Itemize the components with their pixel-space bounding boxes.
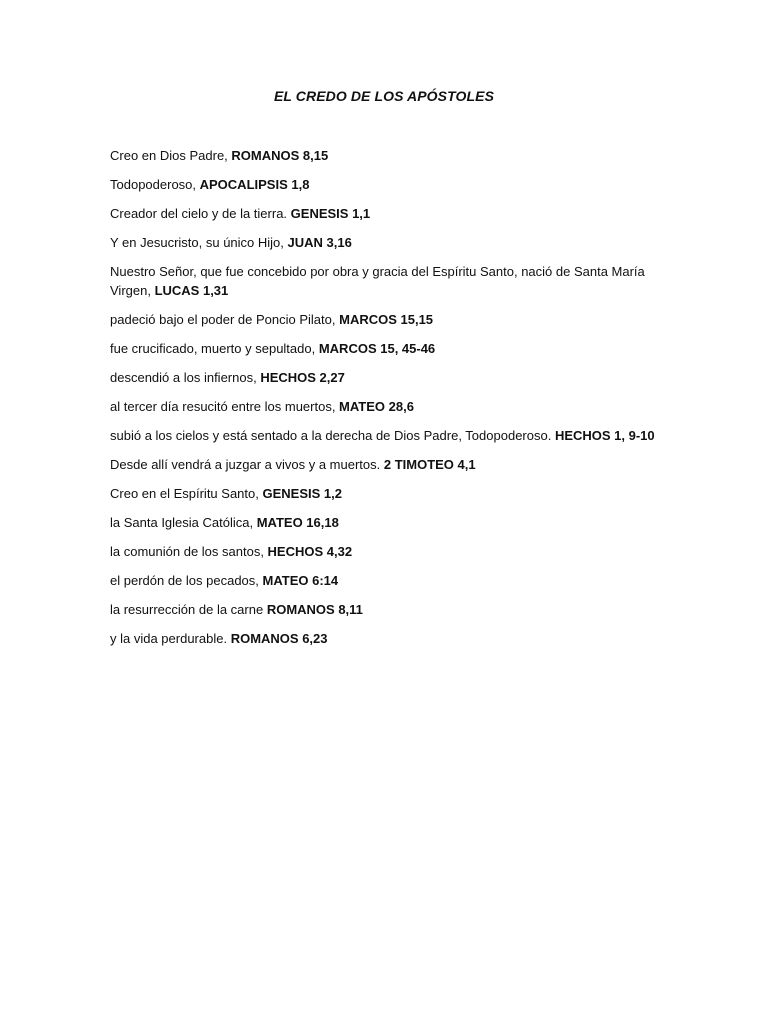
line-text: el perdón de los pecados, bbox=[110, 573, 263, 588]
line-text: padeció bajo el poder de Poncio Pilato, bbox=[110, 312, 340, 327]
bible-reference: HECHOS 2,27 bbox=[260, 370, 345, 385]
bible-reference: MARCOS 15,15 bbox=[339, 312, 434, 327]
bible-reference: 2 TIMOTEO 4,1 bbox=[383, 457, 476, 472]
bible-reference: ROMANOS 6,23 bbox=[230, 631, 328, 646]
bible-reference: HECHOS 4,32 bbox=[267, 544, 353, 559]
bible-reference: GENESIS 1,2 bbox=[262, 486, 342, 501]
creed-line bbox=[110, 397, 670, 416]
creed-line bbox=[110, 262, 670, 300]
bible-reference: MATEO 28,6 bbox=[339, 399, 414, 414]
line-text: descendió a los infiernos, bbox=[110, 370, 261, 385]
creed-line bbox=[110, 542, 670, 561]
line-text: subió a los cielos y está sentado a la derecha de Dios Padre, Todopoderoso. bbox=[110, 428, 555, 443]
creed-line bbox=[110, 310, 670, 329]
line-text: Creo en Dios Padre, bbox=[110, 148, 232, 163]
bible-reference: APOCALIPSIS 1,8 bbox=[199, 177, 310, 192]
creed-lines bbox=[110, 146, 670, 658]
creed-line bbox=[110, 146, 670, 165]
creed-line bbox=[110, 339, 670, 358]
creed-line bbox=[110, 455, 670, 474]
line-text: Creador del cielo y de la tierra. bbox=[110, 206, 291, 221]
bible-reference: ROMANOS 8,11 bbox=[266, 602, 363, 617]
bible-reference: MATEO 16,18 bbox=[256, 515, 339, 530]
line-text: la resurrección de la carne bbox=[110, 602, 267, 617]
line-text: Nuestro Señor, que fue concebido por obra y gracia del Espíritu Santo, nació de Santa María Virgen, bbox=[110, 264, 645, 298]
creed-line bbox=[110, 600, 670, 619]
bible-reference: ROMANOS 8,15 bbox=[231, 148, 329, 163]
creed-line bbox=[110, 629, 670, 648]
line-text: Y en Jesucristo, su único Hijo, bbox=[110, 235, 288, 250]
line-text: al tercer día resucitó entre los muertos, bbox=[110, 399, 340, 414]
creed-line bbox=[110, 484, 670, 503]
line-text: y la vida perdurable. bbox=[110, 631, 231, 646]
bible-reference: HECHOS 1, 9-10 bbox=[554, 428, 655, 443]
creed-line bbox=[110, 233, 670, 252]
line-text: Desde allí vendrá a juzgar a vivos y a muertos. bbox=[110, 457, 384, 472]
line-text: Todopoderoso, bbox=[110, 177, 200, 192]
bible-reference: JUAN 3,16 bbox=[287, 235, 352, 250]
bible-reference: LUCAS 1,31 bbox=[154, 283, 229, 298]
line-text: fue crucificado, muerto y sepultado, bbox=[110, 341, 319, 356]
creed-line bbox=[110, 175, 670, 194]
line-text: la comunión de los santos, bbox=[110, 544, 268, 559]
creed-line bbox=[110, 204, 670, 223]
creed-line bbox=[110, 513, 670, 532]
creed-line bbox=[110, 571, 670, 590]
bible-reference: MATEO 6:14 bbox=[262, 573, 339, 588]
line-text: la Santa Iglesia Católica, bbox=[110, 515, 257, 530]
bible-reference: GENESIS 1,1 bbox=[290, 206, 371, 221]
line-text: Creo en el Espíritu Santo, bbox=[110, 486, 263, 501]
bible-reference: MARCOS 15, 45-46 bbox=[318, 341, 436, 356]
creed-line bbox=[110, 368, 670, 387]
creed-line bbox=[110, 426, 670, 445]
document-title: EL CREDO DE LOS APÓSTOLES bbox=[273, 88, 495, 104]
